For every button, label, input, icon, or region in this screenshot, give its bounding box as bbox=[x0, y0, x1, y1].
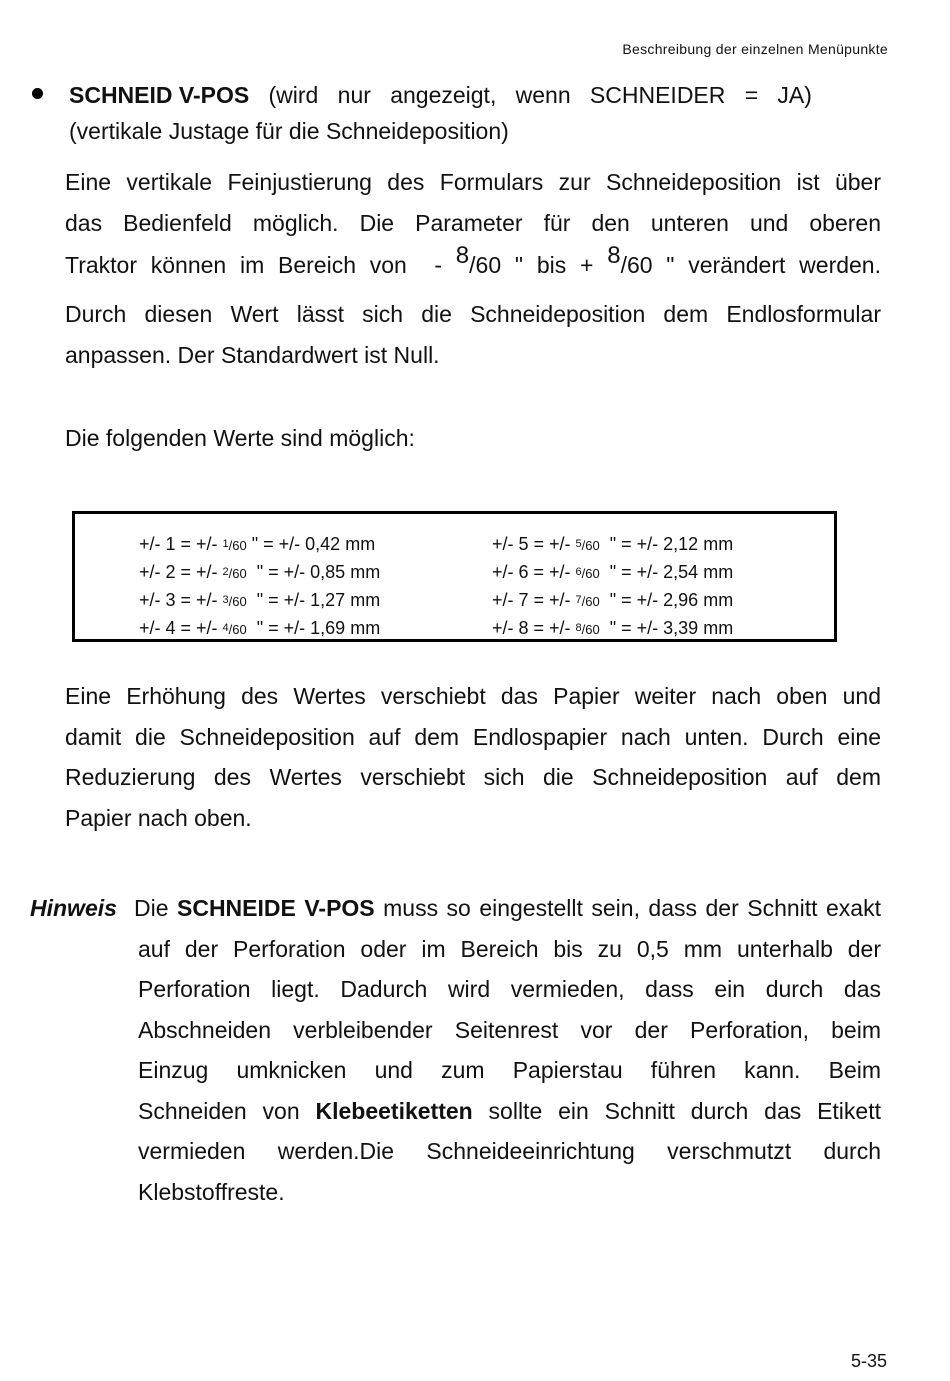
heading-word: angezeigt, bbox=[390, 82, 497, 108]
text-line: damit die Schneideposition auf dem Endlospapier nach unten. Durch eine bbox=[65, 723, 881, 750]
label-type: Klebeetiketten bbox=[315, 1097, 473, 1124]
text-line: Einzug umknicken und zum Papierstau führen kann. Beim bbox=[138, 1057, 881, 1083]
text-line: Klebstoffreste. bbox=[138, 1178, 285, 1205]
text-line: Eine vertikale Feinjustierung des Formulars zur Schneideposition ist über bbox=[65, 169, 881, 195]
text-line: auf der Perforation oder im Bereich bis zu 0,5 mm unterhalb der bbox=[138, 935, 881, 962]
text-line: Reduzierung des Wertes verschiebt sich die Schneideposition auf dem bbox=[65, 764, 881, 790]
value-row: +/- 1 = +/- $^1$/60 " = +/- 0,42 mm bbox=[139, 534, 376, 554]
text-line: Die SCHNEIDE V-POS muss so eingestellt sein, dass der Schnitt exakt bbox=[134, 895, 881, 921]
heading-word: SCHNEIDER bbox=[589, 82, 726, 108]
values-table bbox=[72, 511, 837, 642]
values-column-left bbox=[139, 532, 380, 644]
value-row: +/- 6 = +/- $^6$/60 " = +/- 2,54 mm bbox=[492, 562, 734, 582]
text-line: Papier nach oben. bbox=[65, 804, 252, 831]
text-line: Perforation liegt. Dadurch wird vermieden, dass ein durch das bbox=[138, 976, 881, 1002]
text-line: Abschneiden verbleibender Seitenrest vor der Perforation, beim bbox=[138, 1016, 881, 1043]
value-row: +/- 3 = +/- $^3$/60 " = +/- 1,27 mm bbox=[139, 590, 381, 610]
text-line: Die folgenden Werte sind möglich: bbox=[65, 425, 415, 451]
effect-paragraph bbox=[65, 676, 881, 838]
note-label: Hinweis bbox=[30, 895, 117, 921]
value-row: +/- 5 = +/- $^5$/60 " = +/- 2,12 mm bbox=[492, 534, 734, 554]
values-intro bbox=[65, 418, 881, 459]
running-header: Beschreibung der einzelnen Menüpunkte bbox=[622, 41, 888, 57]
text-line: das Bedienfeld möglich. Die Parameter für den unteren und oberen bbox=[65, 209, 881, 236]
heading-word: nur bbox=[337, 82, 371, 108]
setting-name: SCHNEIDE V-POS bbox=[177, 895, 375, 921]
description-paragraph bbox=[65, 162, 881, 375]
page-number: 5-35 bbox=[850, 1351, 887, 1371]
text-line: anpassen. Der Standardwert ist Null. bbox=[65, 341, 440, 368]
text-line: Schneiden von Klebeetiketten sollte ein Schnitt durch das Etikett bbox=[138, 1097, 881, 1124]
value-row: +/- 8 = +/- $^8$/60 " = +/- 3,39 mm bbox=[492, 618, 734, 638]
heading-word: JA) bbox=[777, 82, 812, 108]
text-line: vermieden werden.Die Schneideeinrichtung verschmutzt durch bbox=[138, 1138, 881, 1164]
text-line bbox=[65, 243, 881, 294]
value-row: +/- 4 = +/- $^4$/60 " = +/- 1,69 mm bbox=[139, 618, 381, 638]
setting-subtitle: (vertikale Justage für die Schneideposition) bbox=[69, 118, 509, 144]
text-segment: Traktor können im Bereich von - 8/60 " bis + 8/60 " verändert werden. bbox=[65, 242, 881, 278]
text-line: Eine Erhöhung des Wertes verschiebt das Papier weiter nach oben und bbox=[65, 683, 881, 709]
bullet-icon bbox=[32, 88, 43, 99]
heading-word: (wird bbox=[268, 82, 319, 108]
setting-title: SCHNEID V-POS bbox=[69, 82, 250, 108]
value-row: +/- 2 = +/- $^2$/60 " = +/- 0,85 mm bbox=[139, 562, 381, 582]
heading-word: wenn bbox=[515, 82, 571, 108]
note-paragraph bbox=[134, 888, 881, 1212]
value-row: +/- 7 = +/- $^7$/60 " = +/- 2,96 mm bbox=[492, 590, 734, 610]
text-line: Durch diesen Wert lässt sich die Schneideposition dem Endlosformular bbox=[65, 301, 881, 327]
values-column-right bbox=[492, 532, 733, 644]
bullet-heading bbox=[69, 82, 812, 109]
heading-word: = bbox=[744, 82, 759, 108]
